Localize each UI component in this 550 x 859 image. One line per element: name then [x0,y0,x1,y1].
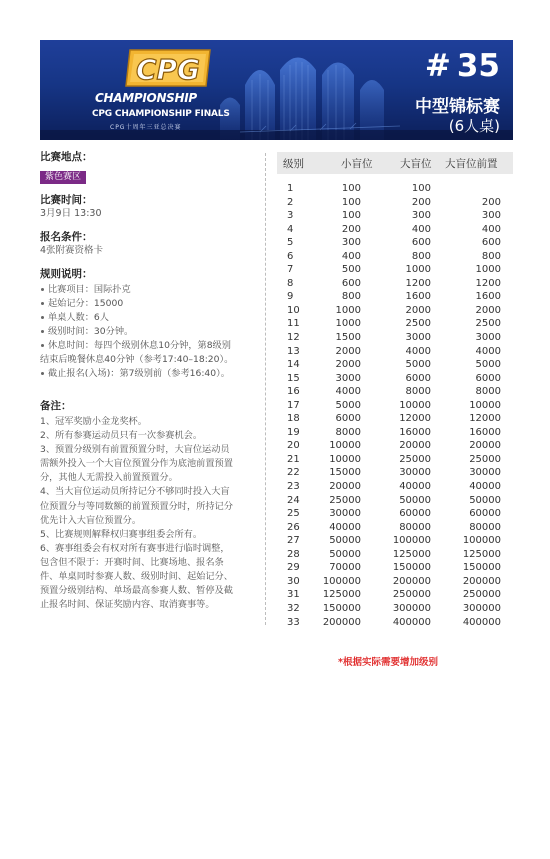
cell-big-blind: 1000 [405,264,431,276]
cell-level: 3 [287,210,294,222]
table-row [277,522,513,536]
cell-big-blind: 10000 [399,399,431,411]
cell-small-blind: 300 [341,237,361,249]
cell-ante: 400 [481,223,501,235]
cell-big-blind: 2000 [405,304,431,316]
cell-level: 20 [287,440,300,452]
cell-big-blind: 30000 [399,467,431,479]
note-line: 需额外投入一个大盲位预置分作为底池前置预置 [40,458,233,470]
cell-level: 19 [287,426,300,438]
header-big-blind: 大盲位 [400,158,432,170]
cell-level: 22 [287,467,300,479]
bullet-icon [41,302,44,305]
cell-ante: 100000 [462,535,501,547]
cell-level: 18 [287,413,300,425]
table-row [277,427,513,441]
table-row [277,617,513,631]
note-line: 2、所有参赛运动员只有一次参赛机会。 [40,430,203,442]
event-banner [40,40,513,140]
note-line: 止报名时间、保证奖励内容、取消赛事等。 [40,599,215,611]
cell-big-blind: 50000 [399,494,431,506]
cell-ante: 800 [481,250,501,262]
cell-ante: 1600 [475,291,501,303]
cell-level: 30 [287,575,300,587]
cell-big-blind: 8000 [405,386,431,398]
table-row [277,210,513,224]
logo-subtitle: CPG十周年三亚总决赛 [110,124,182,131]
cell-big-blind: 6000 [405,372,431,384]
cell-ante: 600 [481,237,501,249]
cell-ante: 5000 [475,359,501,371]
rule-item: 比赛项目：国际扑克 [40,283,265,297]
cell-small-blind: 500 [341,264,361,276]
event-subtitle: (6人桌) [448,117,500,135]
cell-ante: 400000 [462,616,501,628]
cell-level: 28 [287,548,300,560]
cell-big-blind: 40000 [399,481,431,493]
cell-ante: 80000 [469,521,501,533]
table-row [277,454,513,468]
cell-level: 8 [287,277,294,289]
note-line: 预置分级别结构、单场最高参赛人数、暂停及截 [40,585,233,597]
rule-item: 级别时间：30分钟。 [40,325,265,339]
cell-big-blind: 200 [411,196,431,208]
cell-level: 5 [287,237,294,249]
cell-level: 13 [287,345,300,357]
table-row [277,305,513,319]
cell-small-blind: 10000 [329,453,361,465]
rule-item: 起始记分：15000 [40,297,265,311]
note-line: 6、赛事组委会有权对所有赛事进行临时调整， [40,542,230,554]
cell-big-blind: 60000 [399,508,431,520]
cell-level: 32 [287,602,300,614]
table-row [277,318,513,332]
cell-small-blind: 100 [341,210,361,222]
table-row [277,400,513,414]
table-row [277,413,513,427]
bullet-icon [41,288,44,291]
table-row [277,576,513,590]
table-row [277,373,513,387]
event-title: 中型锦标赛 [415,97,500,117]
table-row [277,535,513,549]
table-row [277,346,513,360]
table-row [277,291,513,305]
notes-list [40,415,265,612]
notes-label: 备注： [40,400,72,412]
cell-small-blind: 1000 [335,318,361,330]
header-ante: 大盲位前置 [445,158,498,170]
header-level: 级别 [283,158,304,170]
cell-ante: 200 [481,196,501,208]
cell-ante: 60000 [469,508,501,520]
cell-ante: 150000 [462,562,501,574]
cell-small-blind: 600 [341,277,361,289]
cell-small-blind: 125000 [322,589,361,601]
cell-small-blind: 30000 [329,508,361,520]
note-line: 包含但不限于：开赛时间、比赛场地、报名条 [40,556,224,568]
table-row [277,386,513,400]
cell-level: 21 [287,453,300,465]
cell-level: 17 [287,399,300,411]
cell-big-blind: 4000 [405,345,431,357]
cell-level: 33 [287,616,300,628]
cell-small-blind: 5000 [335,399,361,411]
cell-level: 4 [287,223,294,235]
cell-big-blind: 200000 [392,575,431,587]
cell-big-blind: 5000 [405,359,431,371]
event-details [40,150,265,612]
cell-big-blind: 20000 [399,440,431,452]
cell-big-blind: 150000 [392,562,431,574]
cell-small-blind: 100000 [322,575,361,587]
table-row [277,359,513,373]
cell-ante: 12000 [469,413,501,425]
cell-big-blind: 100000 [392,535,431,547]
table-row [277,603,513,617]
cell-small-blind: 4000 [335,386,361,398]
cell-ante: 40000 [469,481,501,493]
cell-small-blind: 50000 [329,548,361,560]
cell-ante: 8000 [475,386,501,398]
table-row [277,562,513,576]
cell-level: 24 [287,494,300,506]
cell-small-blind: 6000 [335,413,361,425]
cell-level: 6 [287,250,294,262]
event-number [425,48,500,84]
header-small-blind: 小盲位 [341,158,373,170]
cell-small-blind: 200 [341,223,361,235]
cell-ante: 250000 [462,589,501,601]
footnote: *根据实际需要增加级别 [338,657,438,668]
cell-level: 29 [287,562,300,574]
cell-ante: 50000 [469,494,501,506]
cell-small-blind: 40000 [329,521,361,533]
logo-finals: CPG CHAMPIONSHIP FINALS [92,109,230,119]
cell-level: 11 [287,318,300,330]
cell-ante: 300 [481,210,501,222]
cell-level: 25 [287,508,300,520]
table-row [277,508,513,522]
event-hash: # [424,48,451,84]
cell-small-blind: 150000 [322,602,361,614]
cell-ante: 1000 [475,264,501,276]
entry-value: 4张附赛资格卡 [40,245,104,256]
cell-level: 10 [287,304,300,316]
cell-big-blind: 125000 [392,548,431,560]
cell-ante: 30000 [469,467,501,479]
cell-level: 16 [287,386,300,398]
note-line: 优先计入大盲位预置分。 [40,514,142,526]
table-row [277,251,513,265]
table-row [277,224,513,238]
cell-level: 23 [287,481,300,493]
cell-big-blind: 16000 [399,426,431,438]
cell-level: 27 [287,535,300,547]
cell-ante: 20000 [469,440,501,452]
cell-small-blind: 2000 [335,345,361,357]
table-row [277,440,513,454]
cell-small-blind: 20000 [329,481,361,493]
cell-small-blind: 15000 [329,467,361,479]
table-row [277,332,513,346]
cell-ante: 3000 [475,332,501,344]
cpg-logo [110,48,230,88]
cell-ante: 2000 [475,304,501,316]
cell-big-blind: 80000 [399,521,431,533]
cell-ante: 125000 [462,548,501,560]
cell-level: 15 [287,372,300,384]
cell-big-blind: 25000 [399,453,431,465]
table-row [277,264,513,278]
cell-small-blind: 100 [341,183,361,194]
cell-small-blind: 200000 [322,616,361,628]
table-row [277,197,513,211]
cell-big-blind: 1200 [405,277,431,289]
table-row [277,237,513,251]
table-row [277,589,513,603]
rule-item: 单桌人数：6人 [40,311,265,325]
cell-level: 2 [287,196,294,208]
cell-small-blind: 400 [341,250,361,262]
cell-level: 12 [287,332,300,344]
cell-ante: 1200 [475,277,501,289]
cell-big-blind: 600 [411,237,431,249]
cell-big-blind: 2500 [405,318,431,330]
cpg-logo-text: CPG [135,53,201,86]
rule-item: 休息时间：每四个级别休息10分钟，第8级别 [40,339,265,353]
cell-ante: 2500 [475,318,501,330]
cell-ante: 6000 [475,372,501,384]
cell-small-blind: 1000 [335,304,361,316]
table-row [277,549,513,563]
blind-table-header [277,152,513,174]
cell-level: 1 [287,183,294,194]
note-line: 3、预置分级别有前置预置分时，大盲位运动员 [40,444,230,456]
time-label: 比赛时间： [40,194,93,206]
table-row [277,481,513,495]
cell-big-blind: 800 [411,250,431,262]
cell-level: 26 [287,521,300,533]
cell-ante: 16000 [469,426,501,438]
cell-ante: 4000 [475,345,501,357]
cell-ante: 10000 [469,399,501,411]
cell-small-blind: 50000 [329,535,361,547]
event-number-value: 35 [456,48,500,84]
cell-big-blind: 1600 [405,291,431,303]
time-value: 3月9日 13:30 [40,208,102,219]
cell-big-blind: 400000 [392,616,431,628]
cell-ante: 300000 [462,602,501,614]
note-line: 件、单桌同时参赛人数、级别时间、起始记分、 [40,571,233,583]
bullet-icon [41,316,44,319]
cell-small-blind: 8000 [335,426,361,438]
table-row [277,467,513,481]
cell-ante: 200000 [462,575,501,587]
table-row [277,183,513,197]
cell-ante: 25000 [469,453,501,465]
table-row [277,278,513,292]
cell-level: 14 [287,359,300,371]
column-divider [265,153,266,625]
bullet-icon [41,372,44,375]
cell-small-blind: 25000 [329,494,361,506]
bullet-icon [41,344,44,347]
note-line: 位预置分与等同数额的前置预置分时，所持记分 [40,500,233,512]
cell-big-blind: 100 [411,183,431,194]
cell-big-blind: 400 [411,223,431,235]
bullet-icon [41,330,44,333]
cell-small-blind: 3000 [335,372,361,384]
cell-small-blind: 2000 [335,359,361,371]
rules-label: 规则说明： [40,268,93,280]
cell-small-blind: 100 [341,196,361,208]
cell-big-blind: 3000 [405,332,431,344]
rule-item: 截止报名(入场)：第7级别前（参考16:40）。 [40,367,265,381]
cell-big-blind: 12000 [399,413,431,425]
cell-small-blind: 70000 [329,562,361,574]
rule-item-continued: 结束后晚餐休息40分钟（参考17:40–18:20）。 [40,354,234,365]
note-line: 5、比赛规则解释权归赛事组委会所有。 [40,528,203,540]
cell-small-blind: 1500 [335,332,361,344]
note-line: 分，其他人无需投入前置预置分。 [40,472,178,484]
cell-big-blind: 300000 [392,602,431,614]
entry-label: 报名条件： [40,231,93,243]
cell-level: 9 [287,291,294,303]
venue-badge: 紫色赛区 [40,171,86,184]
cell-level: 31 [287,589,300,601]
table-row [277,495,513,509]
venue-label: 比赛地点： [40,151,93,163]
cell-small-blind: 800 [341,291,361,303]
note-line: 4、当大盲位运动员所持记分不够同时投入大盲 [40,486,230,498]
cell-small-blind: 10000 [329,440,361,452]
cell-big-blind: 300 [411,210,431,222]
note-line: 1、冠军奖励小金龙奖杯。 [40,416,147,427]
cell-level: 7 [287,264,294,276]
cell-big-blind: 250000 [392,589,431,601]
rules-list [40,283,265,381]
blind-table-body [277,183,513,630]
logo-championship: CHAMPIONSHIP [95,91,197,105]
